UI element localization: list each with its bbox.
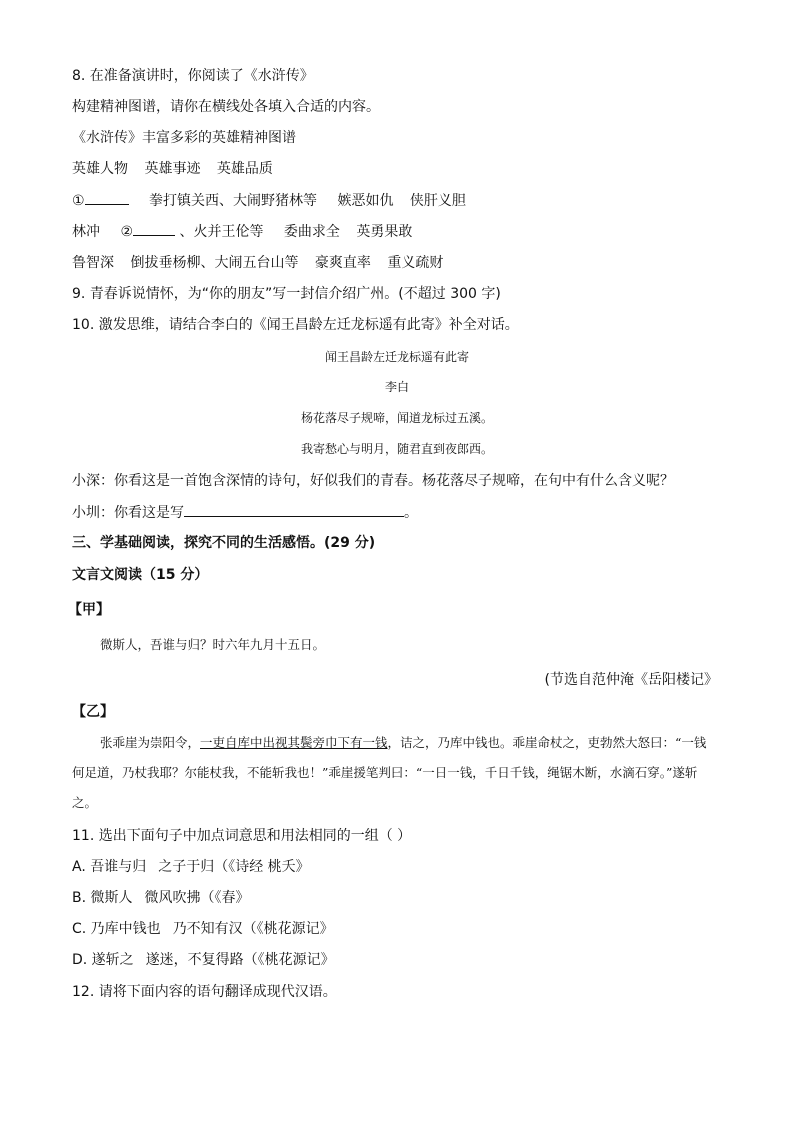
spirit-map-row2 [72,221,412,242]
q11-question: 11. 选出下面句子中加点词意思和用法相同的一组（ ） [72,828,412,844]
poem-title: 闻王昌龄左迁龙标遥有此寄 [324,350,469,364]
row1-deeds: 拳打镇关西、大闹野猪林等 [149,193,318,209]
yi-label: 【乙】 [72,704,114,720]
dialog-xiaoshen: 小深：你看这是一首饱含深情的诗句，好似我们的青春。杨花落尽子规啼，在句中有什么含义呢？ [72,473,674,489]
q10-line: 10. 激发思维，请结合李白的《闻王昌龄左迁龙标遥有此寄》补全对话。 [72,317,519,333]
jia-label: 【甲】 [68,602,110,618]
row3-hero: 鲁智深 [72,255,114,271]
fill-blank-1[interactable] [85,190,129,205]
dialog-xiaozhen: 小圳：你看这是写 。 [72,502,418,523]
q8-line2: 构建精神图谱，请你在横线处各填入合适的内容。 [72,99,380,115]
row1-quality2: 侠肝义胆 [409,193,466,209]
header-hero: 英雄人物 [72,161,128,177]
yi-text: 张乖崖为崇阳令，一吏自库中出视其鬓旁巾下有一钱，诘之，乃库中钱也。乖崖命杖之，吏勃然大怒曰：“一钱何足道，乃杖我耶？尔能杖我，不能斩我也！”乖崖援笔判曰：“一日一钱，千日千钱，绳锯木断，水滴石穿。”遂斩之。 [72,735,707,810]
q8-line1: 8. 在准备演讲时，你阅读了《水浒传》 [72,68,314,84]
row3-quality2: 重义疏财 [387,255,444,271]
row3-quality1: 豪爽直率 [314,255,371,271]
underlined-sentence: 一吏自库中出视其鬓旁巾下有一钱 [200,735,388,750]
poem-line1: 杨花落尽子规啼，闻道龙标过五溪。 [300,411,493,425]
blank-marker-2: ② [120,224,134,240]
header-quality: 英雄品质 [216,161,273,177]
blank-marker-1: ① [72,193,85,209]
spirit-map-header [72,159,273,179]
poem-line2: 我寄愁心与明月，随君直到夜郎西。 [300,442,493,456]
spirit-map-row1 [72,190,466,211]
row2-quality1: 委曲求全 [283,224,340,240]
jia-text: 微斯人，吾谁与归？时六年九月十五日。 [100,637,326,652]
q9-line: 9. 青春诉说情怀，为“你的朋友”写一封信介绍广州。(不超过 300 字) [72,286,501,302]
q12-line: 12. 请将下面内容的语句翻译成现代汉语。 [72,984,337,1000]
spirit-map-row3 [72,253,443,273]
poem-author: 李白 [384,380,409,394]
row2-deeds: 、火并王伦等 [179,224,264,240]
classical-reading-heading: 文言文阅读（15 分） [72,567,209,583]
row1-quality1: 嫉恶如仇 [337,193,394,209]
q11-option-b[interactable]: B. 微斯人 微风吹拂（《春》 [72,890,250,906]
jia-source: (节选自范仲淹《岳阳楼记》 [544,672,718,688]
fill-blank-2[interactable] [133,221,175,236]
spirit-map-title: 《水浒传》丰富多彩的英雄精神图谱 [72,130,296,146]
section-3-heading: 三、学基础阅读，探究不同的生活感悟。(29 分) [72,535,376,551]
q11-option-c[interactable]: C. 乃库中钱也 乃不知有汉（《桃花源记》 [72,921,334,937]
row3-deeds: 倒拔垂杨柳、大闹五台山等 [130,255,299,271]
header-deeds: 英雄事迹 [144,161,201,177]
q11-option-a[interactable]: A. 吾谁与归 之子于归（《诗经 桃夭》 [72,859,310,875]
dialog-answer-blank[interactable] [184,502,404,517]
q11-option-d[interactable]: D. 遂斩之 遂迷，不复得路（《桃花源记》 [72,952,335,968]
row2-quality2: 英勇果敢 [356,224,413,240]
row2-hero: 林冲 [72,224,100,240]
